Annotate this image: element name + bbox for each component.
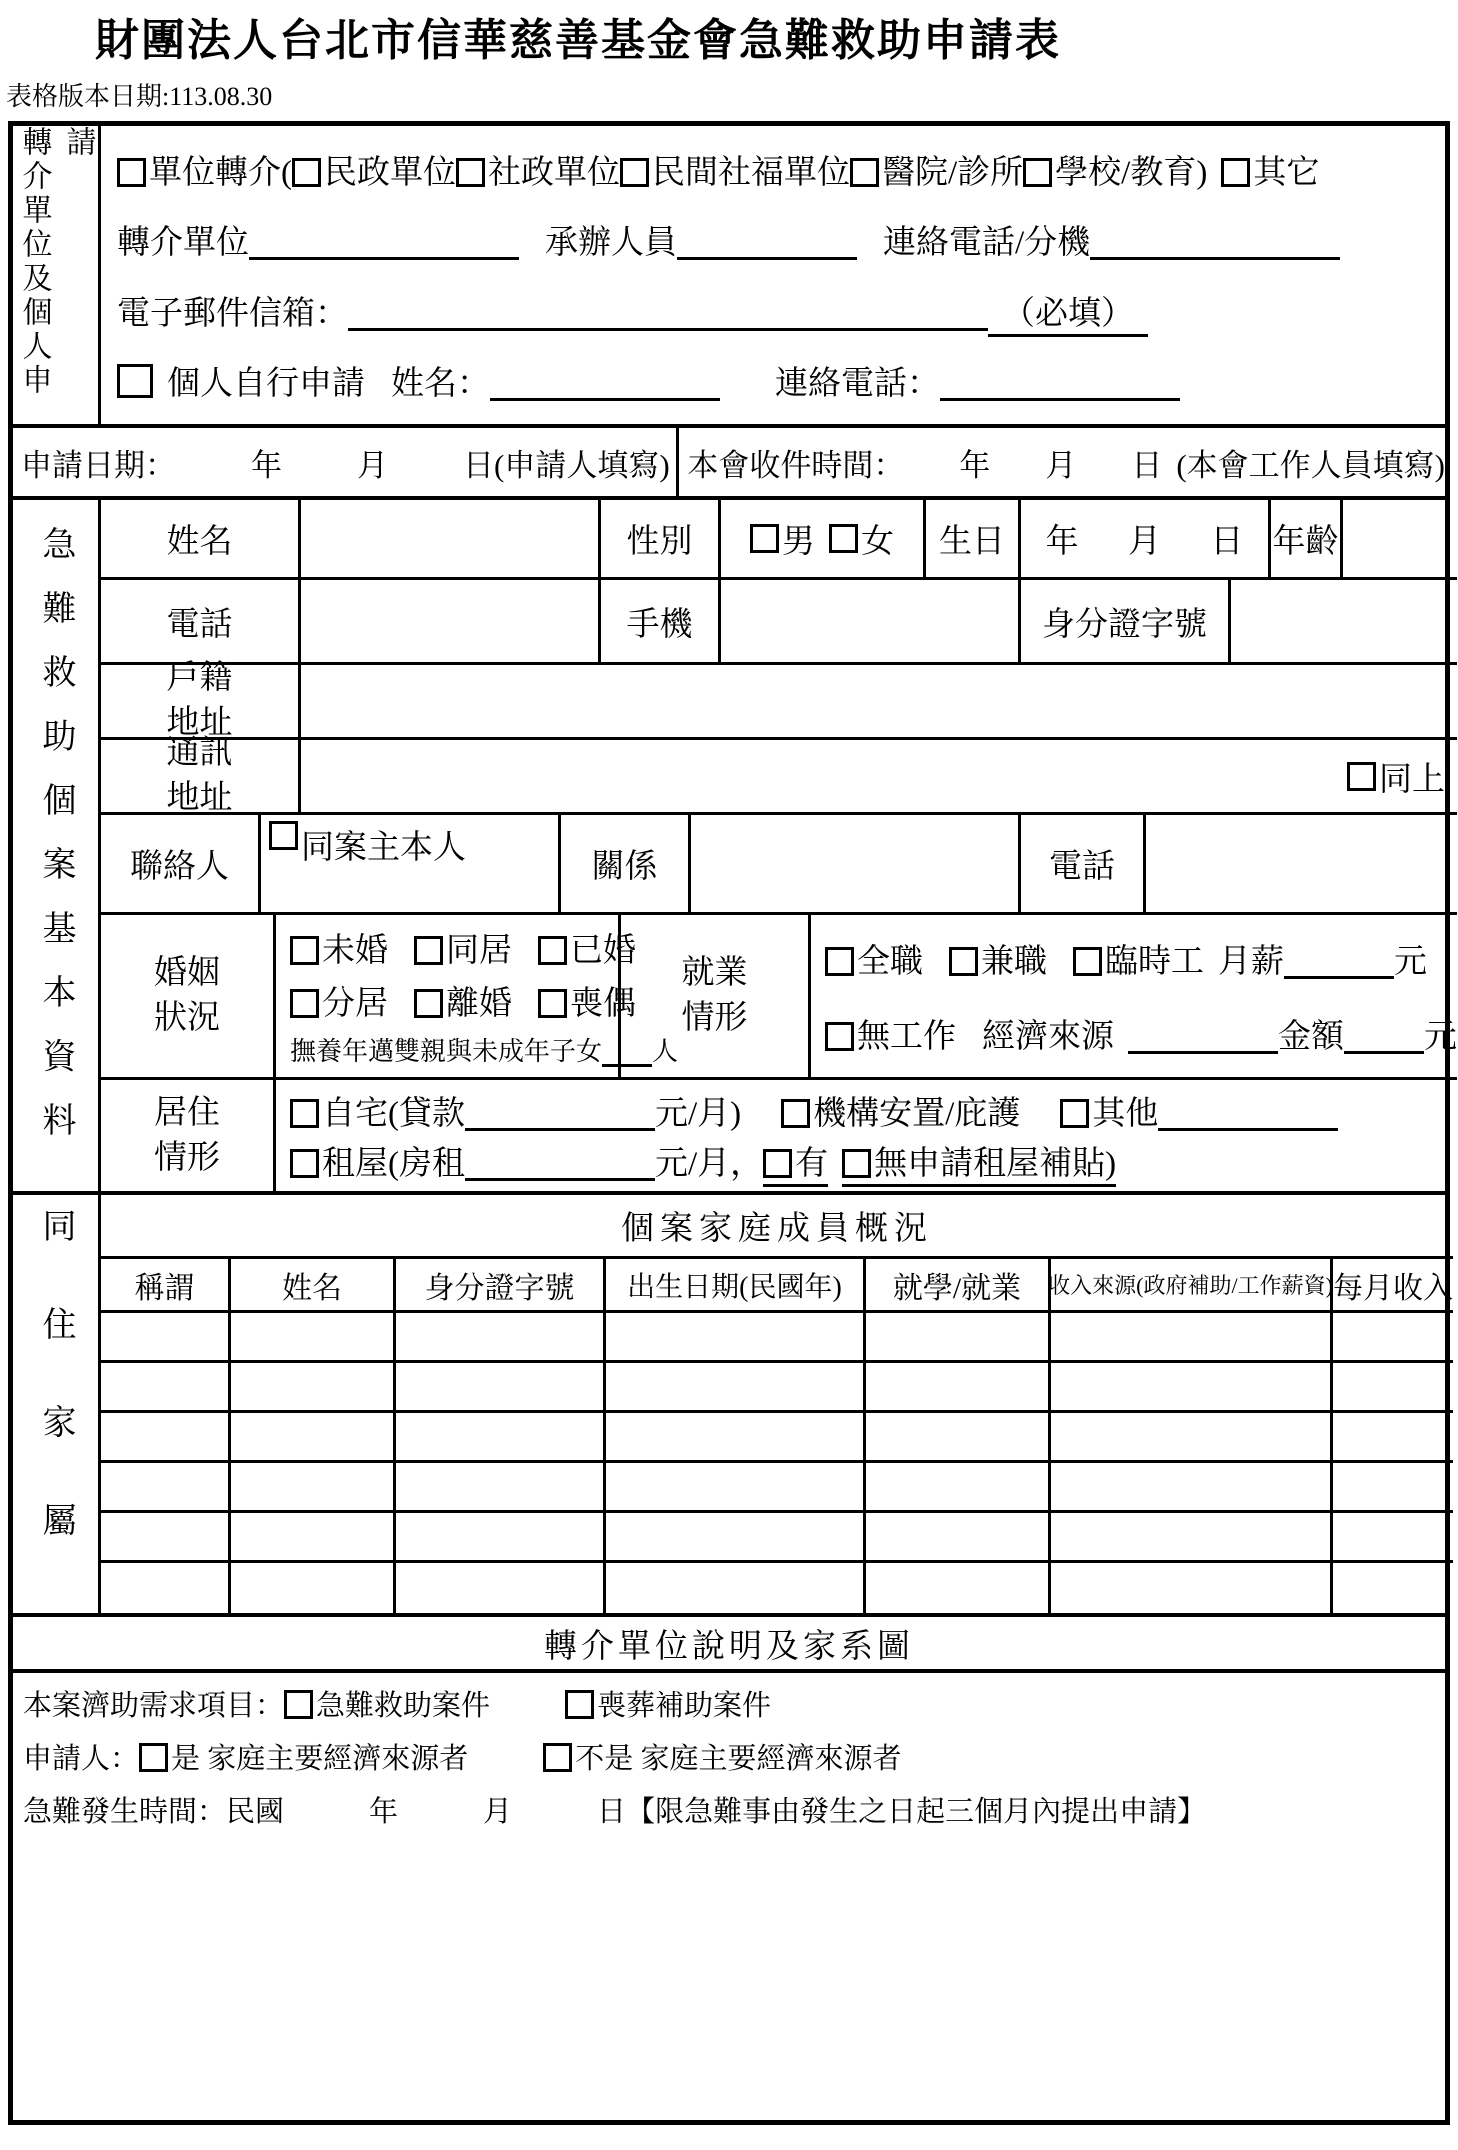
family-cell[interactable]	[606, 1313, 866, 1360]
family-cell[interactable]	[1051, 1313, 1333, 1360]
hospital-label: 醫院/診所	[882, 154, 1024, 191]
referral-side-label: 轉介單位及個人申請	[17, 126, 95, 398]
other-label: 其它	[1253, 154, 1320, 191]
family-row-4	[101, 1463, 1453, 1513]
mortgage-blank[interactable]	[465, 1099, 655, 1131]
ngo-unit-checkbox[interactable]	[620, 158, 649, 187]
phone-input-cell[interactable]	[301, 580, 601, 662]
unit-referral-label: 單位轉介(	[149, 154, 292, 191]
divorced-label: 離婚	[446, 986, 512, 1023]
phone-row	[101, 580, 1457, 665]
contact-ext-blank[interactable]	[1090, 228, 1340, 260]
family-cell[interactable]	[1333, 1563, 1453, 1613]
male-label: 男	[782, 524, 815, 560]
other-checkbox[interactable]	[1221, 158, 1250, 187]
hospital-checkbox[interactable]	[850, 158, 879, 187]
other-residence-blank[interactable]	[1158, 1099, 1338, 1131]
family-cell[interactable]	[1051, 1513, 1333, 1560]
widowed-label: 喪偶	[570, 986, 636, 1023]
incident-year-label: 年	[369, 1796, 399, 1828]
receive-date-cell[interactable]	[679, 428, 1445, 496]
marital-options-line1	[290, 924, 636, 971]
name-input-cell[interactable]	[301, 500, 601, 577]
contact-phone-input-cell[interactable]	[1146, 815, 1457, 912]
household-address-row	[101, 660, 1457, 741]
institution-label: 機構安置/庇護	[813, 1096, 1021, 1133]
personal-apply-label: 個人自行申請	[167, 366, 365, 403]
receive-date-label: 本會收件時間：	[687, 447, 905, 483]
family-cell[interactable]	[1333, 1413, 1453, 1460]
receive-year-label: 年	[959, 447, 991, 483]
name-gender-row	[101, 500, 1457, 580]
no-work-checkbox[interactable]	[825, 1022, 854, 1051]
dependents-note-prefix: 撫養年邁雙親與未成年子女	[290, 1036, 603, 1066]
family-cell[interactable]	[101, 1363, 231, 1410]
own-home-label: 自宅(貸款	[322, 1096, 465, 1133]
age-input-cell[interactable]	[1343, 500, 1457, 577]
handler-label: 承辦人員	[545, 225, 677, 262]
family-row-3	[101, 1413, 1453, 1463]
civil-unit-checkbox[interactable]	[292, 158, 321, 187]
family-cell[interactable]	[101, 1463, 231, 1510]
referral-type-line	[117, 146, 1439, 193]
dependents-note-line	[290, 1031, 678, 1068]
same-as-above-checkbox[interactable]	[1347, 762, 1376, 791]
header-birthdate: 出生日期(民國年)	[606, 1259, 866, 1310]
family-cell[interactable]	[231, 1513, 396, 1560]
mailing-address-label: 通訊地址	[166, 735, 233, 816]
contact-phone-label-cell: 電話	[1021, 815, 1146, 912]
civil-unit-label: 民政單位	[324, 154, 456, 191]
rent-subsidy-no-group	[842, 1146, 1116, 1187]
need-label: 本案濟助需求項目：	[23, 1690, 285, 1722]
referral-unit-label: 轉介單位	[117, 225, 249, 262]
family-cell[interactable]	[101, 1563, 231, 1613]
header-occupation: 就學/就業	[866, 1259, 1051, 1310]
rent-subsidy-no-label: 無申請租屋補貼)	[874, 1145, 1117, 1182]
relation-label-cell: 關係	[561, 815, 691, 912]
date-section	[13, 428, 1445, 500]
family-cell[interactable]	[396, 1513, 606, 1560]
referral-section	[13, 126, 1445, 428]
header-monthly-income: 每月收入	[1333, 1271, 1453, 1305]
basic-info-rows	[101, 500, 1457, 1191]
family-side-label-cell	[13, 1195, 101, 1613]
family-cell[interactable]	[866, 1513, 1051, 1560]
employment-line1	[825, 935, 1427, 982]
family-row-1	[101, 1313, 1453, 1363]
family-cell[interactable]	[866, 1313, 1051, 1360]
family-cell[interactable]	[1051, 1413, 1333, 1460]
funeral-case-checkbox[interactable]	[565, 1690, 594, 1719]
main-earner-yes-checkbox[interactable]	[139, 1743, 168, 1772]
divorced-checkbox[interactable]	[414, 989, 443, 1018]
family-row-5	[101, 1513, 1453, 1563]
application-form	[8, 121, 1457, 2125]
personal-apply-checkbox[interactable]	[117, 364, 153, 398]
email-blank[interactable]	[348, 299, 988, 331]
contact-ext-label: 連絡電話/分機	[883, 225, 1091, 262]
header-name: 姓名	[231, 1259, 396, 1310]
single-checkbox[interactable]	[290, 936, 319, 965]
family-cell[interactable]	[606, 1463, 866, 1510]
no-work-label: 無工作	[857, 1019, 956, 1055]
personal-apply-line	[117, 357, 1439, 404]
salary-blank[interactable]	[1284, 947, 1394, 979]
other-residence-label: 其他	[1092, 1096, 1159, 1133]
family-cell[interactable]	[1051, 1363, 1333, 1410]
residence-line1	[290, 1087, 1338, 1134]
residence-label: 居住情形	[154, 1094, 220, 1176]
widowed-checkbox[interactable]	[538, 989, 567, 1018]
genogram-empty-area[interactable]	[23, 1842, 1435, 2142]
family-header-row	[101, 1259, 1453, 1313]
personal-phone-blank[interactable]	[940, 369, 1180, 401]
institution-checkbox[interactable]	[781, 1099, 810, 1128]
personal-name-blank[interactable]	[490, 369, 720, 401]
separated-checkbox[interactable]	[290, 989, 319, 1018]
household-address-input-cell[interactable]	[301, 665, 1457, 737]
notes-body[interactable]	[13, 1673, 1445, 2120]
mailing-address-label-cell	[101, 735, 301, 816]
unit-referral-checkbox[interactable]	[117, 158, 146, 187]
family-cell[interactable]	[606, 1363, 866, 1410]
marital-employment-row	[101, 915, 1457, 1080]
income-source-blank[interactable]	[1128, 1022, 1278, 1054]
phone-label-cell: 電話	[101, 580, 301, 662]
family-cell[interactable]	[1333, 1363, 1453, 1410]
main-earner-no-label: 不是 家庭主要經濟來源者	[575, 1743, 902, 1775]
school-label: 學校/教育	[1055, 154, 1197, 191]
family-cell[interactable]	[866, 1463, 1051, 1510]
cohabit-checkbox[interactable]	[414, 936, 443, 965]
mailing-address-input-cell[interactable]	[301, 740, 1457, 812]
amount-blank[interactable]	[1344, 1022, 1424, 1054]
name-label-cell: 姓名	[101, 500, 301, 577]
family-cell[interactable]	[1051, 1463, 1333, 1510]
contact-input-cell[interactable]	[261, 815, 561, 912]
family-cell[interactable]	[231, 1413, 396, 1460]
family-cell[interactable]	[231, 1313, 396, 1360]
personal-phone-label: 連絡電話：	[775, 366, 940, 403]
school-checkbox[interactable]	[1023, 158, 1052, 187]
employment-label-cell	[621, 915, 811, 1077]
contact-self-checkbox[interactable]	[269, 821, 298, 850]
basic-info-section	[13, 500, 1457, 1195]
temp-work-label: 臨時工	[1105, 944, 1204, 980]
same-as-above-label: 同上	[1379, 761, 1445, 798]
notes-section	[13, 1617, 1445, 2120]
age-label-cell: 年齡	[1271, 500, 1343, 577]
family-cell[interactable]	[101, 1513, 231, 1560]
family-side-label: 同住家屬	[37, 1208, 74, 1600]
main-earner-no-checkbox[interactable]	[543, 1743, 572, 1772]
family-cell[interactable]	[606, 1413, 866, 1460]
birth-month-label: 月	[1127, 524, 1161, 560]
rent-mid-label: 元/月，	[655, 1145, 764, 1182]
gender-options-cell	[721, 500, 926, 577]
incident-time-label: 急難發生時間：民國	[23, 1796, 285, 1828]
incident-time-note: 【限急難事由發生之日起三個月內提出申請】	[626, 1796, 1207, 1828]
salary-unit: 元	[1394, 944, 1427, 980]
email-label: 電子郵件信箱：	[117, 295, 348, 332]
family-cell[interactable]	[231, 1363, 396, 1410]
ngo-unit-label: 民間社福單位	[652, 154, 850, 191]
single-label: 未婚	[322, 933, 388, 970]
marital-options-cell	[276, 915, 679, 1077]
rent-subsidy-yes-label: 有	[795, 1145, 829, 1182]
gender-label-cell: 性別	[601, 500, 721, 577]
emergency-case-label: 急難救助案件	[316, 1690, 491, 1722]
incident-month-label: 月	[483, 1796, 513, 1828]
family-cell[interactable]	[396, 1313, 606, 1360]
full-time-checkbox[interactable]	[825, 947, 854, 976]
rent-subsidy-yes-checkbox[interactable]	[763, 1149, 792, 1178]
family-cell[interactable]	[101, 1313, 231, 1360]
rent-subsidy-no-checkbox[interactable]	[842, 1149, 871, 1178]
residence-options-cell	[276, 1080, 1457, 1191]
full-time-label: 全職	[857, 944, 923, 980]
birth-day-label: 日	[1210, 524, 1244, 560]
receive-day-label: 日	[1131, 447, 1163, 483]
apply-date-cell[interactable]	[13, 428, 679, 496]
separated-label: 分居	[322, 986, 388, 1023]
residence-row	[101, 1080, 1457, 1191]
cohabit-label: 同居	[446, 933, 512, 970]
email-line	[117, 287, 1439, 334]
employment-label: 就業情形	[681, 955, 748, 1036]
family-table-title: 個案家庭成員概況	[101, 1195, 1453, 1259]
email-required-note: （必填）	[988, 296, 1148, 337]
family-cell[interactable]	[606, 1513, 866, 1560]
family-cell[interactable]	[231, 1563, 396, 1613]
family-table	[101, 1195, 1453, 1613]
amount-unit: 元	[1424, 1019, 1457, 1055]
emergency-case-checkbox[interactable]	[284, 1690, 313, 1719]
contact-self-label: 同案主本人	[301, 830, 466, 866]
family-section	[13, 1195, 1453, 1617]
family-cell[interactable]	[1333, 1513, 1453, 1560]
referral-unit-line	[117, 216, 1439, 263]
main-earner-yes-label: 是 家庭主要經濟來源者	[171, 1743, 469, 1775]
applicant-label: 申請人：	[23, 1743, 140, 1775]
employment-options-cell	[811, 915, 1457, 1077]
header-id: 身分證字號	[396, 1259, 606, 1310]
temp-work-checkbox[interactable]	[1073, 947, 1102, 976]
family-cell[interactable]	[866, 1413, 1051, 1460]
header-income-source: 收入來源(政府補助/工作薪資)	[1051, 1259, 1333, 1310]
own-home-suffix: 元/月)	[655, 1096, 742, 1133]
family-cell[interactable]	[101, 1413, 231, 1460]
referral-unit-blank[interactable]	[249, 228, 519, 260]
basic-side-label-cell	[13, 500, 101, 1191]
basic-side-label: 急難救助個案基本資料	[37, 525, 74, 1166]
family-cell[interactable]	[1051, 1563, 1333, 1613]
marital-label: 婚姻狀況	[154, 955, 220, 1036]
rent-checkbox[interactable]	[290, 1149, 319, 1178]
household-address-label: 戶籍地址	[166, 660, 233, 741]
income-source-label: 經濟來源	[982, 1019, 1114, 1055]
apply-day-label: 日(申請人填寫)	[463, 447, 670, 483]
applicant-line	[23, 1736, 1435, 1777]
birth-date-cell[interactable]	[1021, 500, 1271, 577]
funeral-case-label: 喪葬補助案件	[597, 1690, 772, 1722]
rent-subsidy-yes-group	[763, 1146, 828, 1187]
residence-label-cell	[101, 1080, 276, 1191]
married-checkbox[interactable]	[538, 936, 567, 965]
family-cell[interactable]	[866, 1363, 1051, 1410]
female-label: 女	[861, 524, 894, 560]
header-relation: 稱謂	[101, 1259, 231, 1310]
marital-options-line2	[290, 977, 636, 1024]
referral-content	[101, 126, 1445, 424]
own-home-checkbox[interactable]	[290, 1099, 319, 1128]
contact-label-cell: 聯絡人	[101, 815, 261, 912]
family-row-6	[101, 1563, 1453, 1613]
need-line	[23, 1683, 1435, 1724]
referral-side-label-cell	[13, 126, 101, 424]
mailing-address-row	[101, 735, 1457, 816]
relation-input-cell[interactable]	[691, 815, 1021, 912]
married-label: 已婚	[570, 933, 636, 970]
page-title: 財團法人台北市信華慈善基金會急難救助申請表	[95, 16, 1061, 65]
personal-name-label: 姓名：	[391, 366, 490, 403]
mobile-label-cell: 手機	[601, 580, 721, 662]
part-time-label: 兼職	[981, 944, 1047, 980]
id-input-cell[interactable]	[1231, 580, 1457, 662]
incident-day-label: 日	[597, 1796, 627, 1828]
apply-month-label: 月	[357, 447, 388, 483]
family-cell[interactable]	[396, 1563, 606, 1613]
contact-row	[101, 815, 1457, 915]
family-cell[interactable]	[1333, 1313, 1453, 1360]
family-cell[interactable]	[1333, 1463, 1453, 1510]
family-cell[interactable]	[866, 1563, 1051, 1613]
family-cell[interactable]	[396, 1363, 606, 1410]
birth-year-label: 年	[1045, 524, 1079, 560]
rent-label: 租屋(房租	[322, 1145, 465, 1182]
handler-blank[interactable]	[677, 228, 857, 260]
salary-label: 月薪	[1218, 944, 1284, 980]
marital-label-cell	[101, 915, 276, 1077]
family-cell[interactable]	[606, 1563, 866, 1613]
receive-month-label: 月	[1045, 447, 1077, 483]
family-cell[interactable]	[231, 1463, 396, 1510]
social-unit-checkbox[interactable]	[456, 158, 485, 187]
mobile-input-cell[interactable]	[721, 580, 1021, 662]
notes-title: 轉介單位說明及家系圖	[13, 1617, 1445, 1673]
id-label-cell: 身分證字號	[1021, 580, 1231, 662]
family-cell[interactable]	[396, 1463, 606, 1510]
apply-date-label: 申請日期：	[21, 447, 176, 483]
male-checkbox[interactable]	[750, 524, 779, 553]
part-time-checkbox[interactable]	[949, 947, 978, 976]
residence-line2	[290, 1137, 1116, 1184]
female-checkbox[interactable]	[829, 524, 858, 553]
other-residence-checkbox[interactable]	[1060, 1099, 1089, 1128]
family-cell[interactable]	[396, 1413, 606, 1460]
dependents-note-suffix: 人	[652, 1036, 679, 1066]
paren-close: )	[1196, 154, 1208, 191]
family-row-2	[101, 1363, 1453, 1413]
rent-amount-blank[interactable]	[465, 1149, 655, 1181]
employment-line2	[825, 1010, 1457, 1057]
form-version-date: 表格版本日期:113.08.30	[6, 82, 273, 111]
apply-year-label: 年	[251, 447, 282, 483]
birth-label-cell: 生日	[926, 500, 1021, 577]
social-unit-label: 社政單位	[488, 154, 620, 191]
amount-label: 金額	[1278, 1019, 1344, 1055]
household-address-label-cell	[101, 660, 301, 741]
incident-time-line	[23, 1789, 1435, 1830]
receive-note: (本會工作人員填寫)	[1176, 447, 1445, 483]
